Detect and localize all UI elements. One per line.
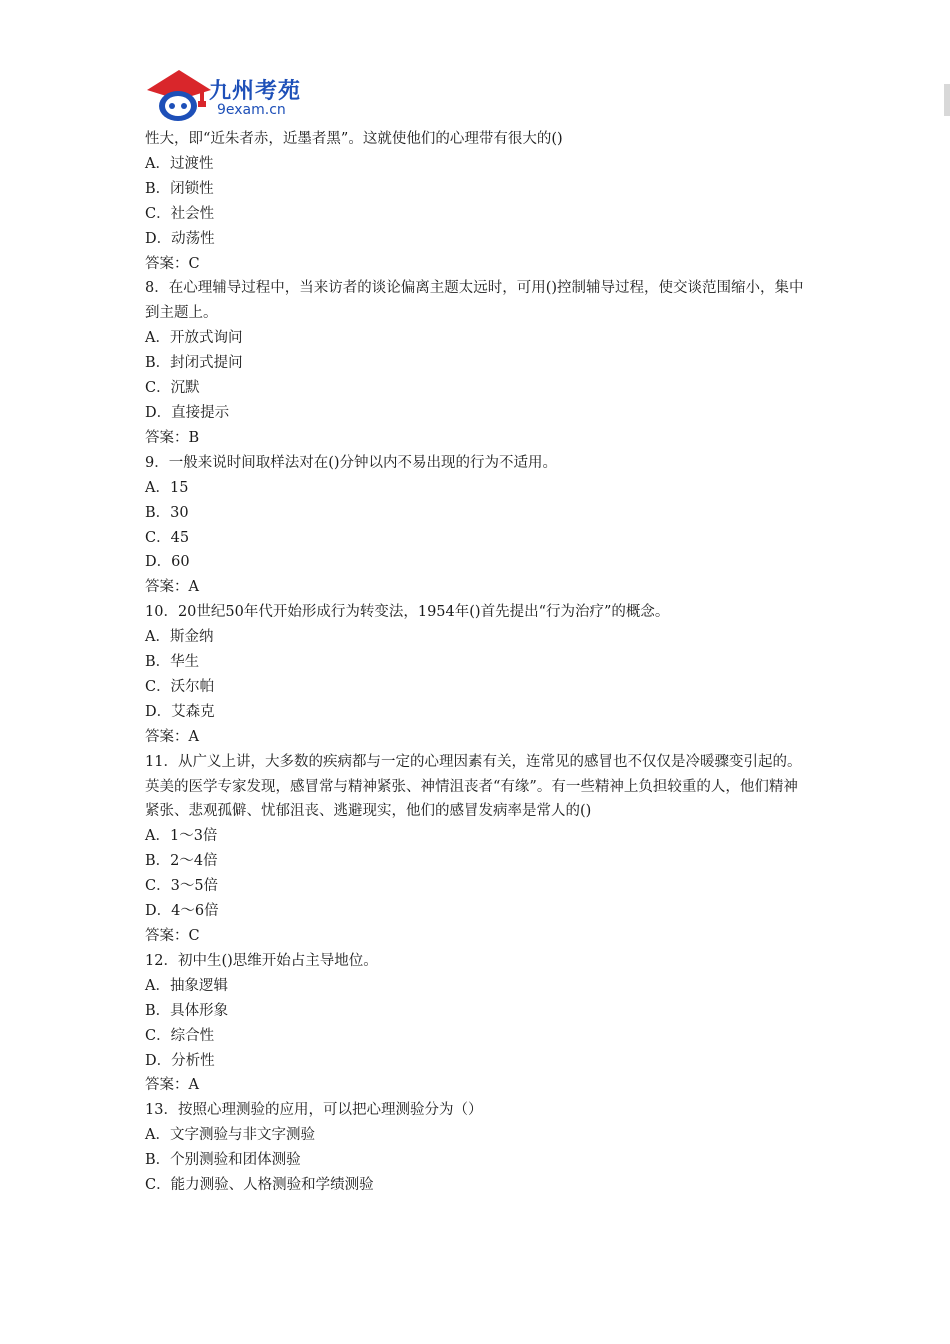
text-line: A．15 [145, 479, 189, 496]
text-line: 10．20世纪50年代开始形成行为转变法，1954年()首先提出“行为治疗”的概念。 [145, 604, 670, 621]
text-line: C．45 [145, 529, 190, 546]
text-line: D．分析性 [145, 1052, 215, 1069]
text-line: A．开放式询问 [145, 330, 243, 347]
text-line: 答案：A [145, 728, 199, 745]
question-text [145, 127, 810, 1198]
text-line: A．过渡性 [145, 155, 214, 172]
text-line: C．沉默 [145, 380, 200, 397]
logo-domain: 9exam.cn [217, 102, 286, 118]
text-line: 12．初中生()思维开始占主导地位。 [145, 952, 378, 969]
text-line: 8．在心理辅导过程中，当来访者的谈论偏离主题太远时，可用()控制辅导过程，使交谈范围缩小，集中到主题上。 [145, 280, 804, 322]
text-line: C．沃尔帕 [145, 678, 215, 695]
text-line: A．斯金纳 [145, 629, 214, 646]
text-line: C．能力测验、人格测验和学绩测验 [145, 1177, 374, 1194]
text-line: C．3～5倍 [145, 878, 219, 895]
graduation-cap-logo-icon [145, 66, 215, 124]
text-line: D．直接提示 [145, 404, 230, 421]
text-line: 性大，即“近朱者赤，近墨者黑”。这就使他们的心理带有很大的() [145, 131, 563, 147]
site-logo[interactable] [145, 66, 309, 124]
text-line: 13．按照心理测验的应用，可以把心理测验分为（） [145, 1102, 483, 1119]
text-line: A．1～3倍 [145, 828, 218, 845]
text-line: 答案：A [145, 579, 199, 596]
text-line: B．2～4倍 [145, 853, 218, 870]
text-line: D．4～6倍 [145, 903, 219, 920]
text-line: B．具体形象 [145, 1002, 229, 1019]
text-line: C．社会性 [145, 205, 215, 222]
text-line: A．抽象逻辑 [145, 977, 228, 994]
text-line: B．个别测验和团体测验 [145, 1152, 301, 1169]
logo-name: 九州考苑 [209, 79, 302, 104]
text-line: D．艾森克 [145, 703, 215, 720]
text-line: A．文字测验与非文字测验 [145, 1127, 315, 1144]
text-line: 答案：A [145, 1077, 199, 1094]
edge-mark [944, 84, 950, 116]
text-line: 答案：C [145, 928, 200, 944]
text-line: B．30 [145, 504, 189, 521]
text-line: 11．从广义上讲，大多数的疾病都与一定的心理因素有关，连常见的感冒也不仅仅是冷暖骤变引起的。英美的医学专家发现，感冒常与精神紧张、神情沮丧者“有缘”。有一些精神上负担较重的人，他们精神紧张、悲观孤僻、忧郁沮丧、逃避现实，他们的感冒发病率是常人的() [145, 753, 802, 820]
text-line: 答案：C [145, 255, 200, 272]
text-line: C．综合性 [145, 1027, 215, 1044]
text-line: B．封闭式提问 [145, 355, 243, 372]
text-line: 9．一般来说时间取样法对在()分钟以内不易出现的行为不适用。 [145, 454, 558, 471]
text-line: B．闭锁性 [145, 180, 214, 197]
text-line: B．华生 [145, 654, 200, 671]
text-line: D．动荡性 [145, 230, 215, 247]
text-line: D．60 [145, 554, 190, 571]
text-line: 答案：B [145, 429, 200, 446]
